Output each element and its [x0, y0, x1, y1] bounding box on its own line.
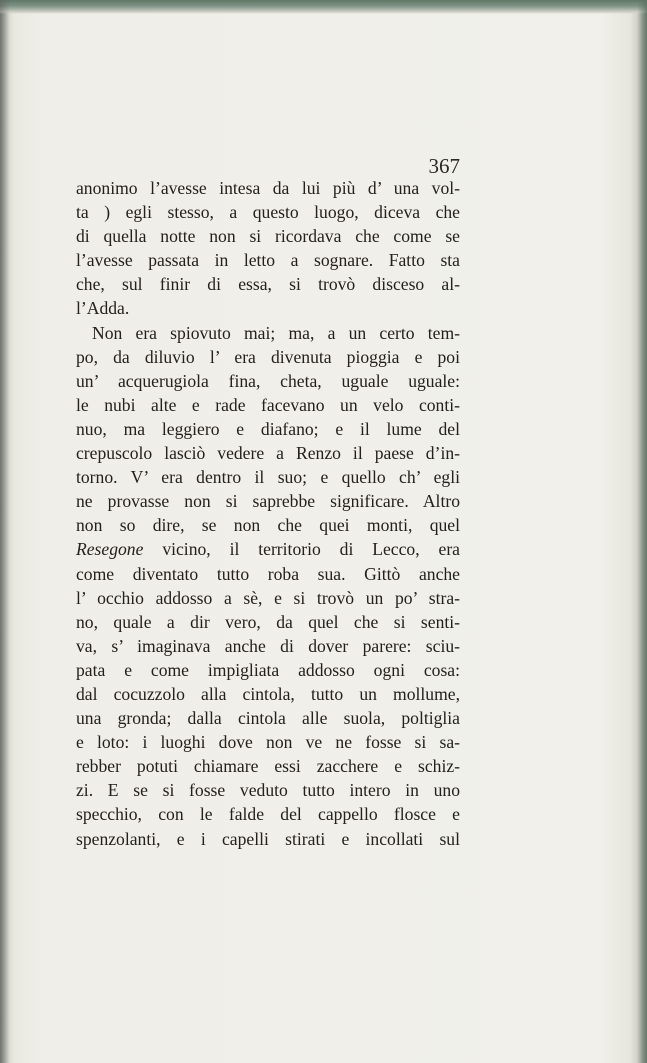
- text-line: po, da diluvio l’ era divenuta pioggia e poi: [76, 346, 460, 367]
- text-line: anonimo l’avesse intesa da lui più d’ una vol-: [76, 178, 460, 198]
- paragraph-end-line: l’Adda.: [76, 298, 130, 319]
- text-line: che, sul finir di essa, si trovò disceso al-: [76, 274, 460, 295]
- text-line: di quella notte non si ricordava che come se: [76, 226, 460, 247]
- text-line: crepuscolo lasciò vedere a Renzo il paese d’in-: [76, 443, 460, 464]
- text-line-rest: vicino, il territorio di Lecco, era: [143, 539, 460, 560]
- text-line: spenzolanti, e i capelli stirati e incollati sul: [76, 828, 460, 849]
- italic-name-resegone: Resegone: [76, 539, 144, 560]
- text-line: torno. V’ era dentro il suo; e quello ch’ egli: [76, 467, 460, 488]
- text-line: le nubi alte e rade facevano un velo conti-: [76, 394, 460, 415]
- text-line: come diventato tutto roba sua. Gittò anche: [76, 563, 460, 584]
- text-line: l’ occhio addosso a sè, e si trovò un po’ stra-: [76, 587, 460, 608]
- body-text: [76, 176, 460, 851]
- spine-shadow: [0, 0, 10, 1063]
- text-line: una gronda; dalla cintola alle suola, poltiglia: [76, 708, 460, 729]
- text-line: dal cocuzzolo alla cintola, tutto un mollume,: [76, 683, 460, 704]
- text-line: ne provasse non si saprebbe significare. Altro: [76, 491, 460, 512]
- page-right-edge: [637, 0, 647, 1063]
- text-line: rebber potuti chiamare essi zacchere e schiz-: [76, 756, 460, 777]
- text-line: va, s’ imaginava anche di dover parere: sciu-: [76, 635, 460, 656]
- text-line: non so dire, se non che quei monti, quel: [76, 515, 460, 536]
- page-top-edge: [0, 0, 647, 14]
- text-line: un’ acquerugiola fina, cheta, uguale uguale:: [76, 370, 460, 391]
- text-line-with-italic: [76, 537, 460, 561]
- text-line: specchio, con le falde del cappello flosce e: [76, 804, 460, 825]
- page-number: 367: [428, 154, 460, 178]
- text-line: pata e come impigliata addosso ogni cosa:: [76, 659, 460, 680]
- text-line: zi. E se si fosse veduto tutto intero in uno: [76, 780, 460, 801]
- text-line: e loto: i luoghi dove non ve ne fosse si sa-: [76, 732, 460, 753]
- text-line: l’avesse passata in letto a sognare. Fatto sta: [76, 250, 460, 271]
- text-line: ta ) egli stesso, a questo luogo, diceva che: [76, 202, 460, 223]
- paragraph-start-line: Non era spiovuto mai; ma, a un certo tem-: [92, 322, 460, 343]
- text-line: nuo, ma leggiero e diafano; e il lume del: [76, 418, 460, 439]
- text-line: no, quale a dir vero, da quel che si senti-: [76, 611, 460, 632]
